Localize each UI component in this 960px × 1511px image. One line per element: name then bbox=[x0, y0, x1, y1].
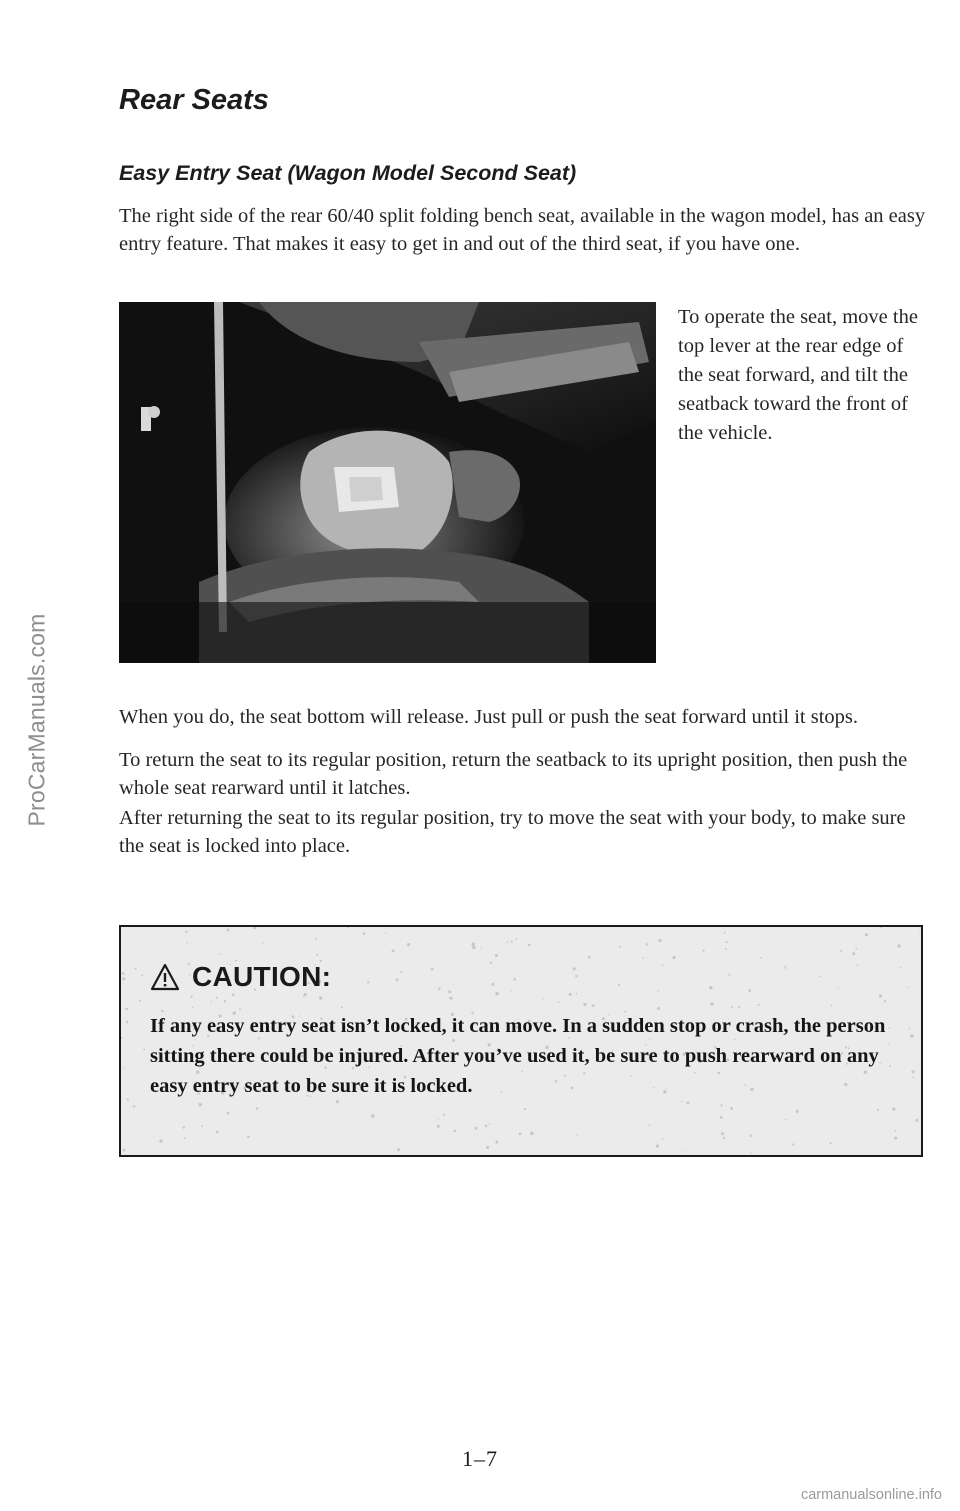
operate-instruction: To operate the seat, move the top lever at the rear edge of the seat forward, and tilt the seatback toward the front of the vehicle. bbox=[678, 306, 918, 444]
release-paragraph: When you do, the seat bottom will release. Just pull or push the seat forward until it stops. bbox=[119, 706, 859, 728]
check-paragraph: After returning the seat to its regular position, try to move the seat with your body, to make sure the seat is locked into place. bbox=[119, 807, 906, 857]
page-number: 1–7 bbox=[462, 1446, 498, 1471]
bottom-watermark: carmanualsonline.info bbox=[800, 1487, 942, 1503]
subsection-title: Easy Entry Seat (Wagon Model Second Seat) bbox=[119, 161, 577, 185]
side-watermark bbox=[12, 530, 62, 910]
warning-triangle-icon bbox=[150, 963, 180, 991]
seat-lever-photo-art bbox=[119, 302, 656, 663]
caution-box bbox=[119, 925, 923, 1157]
caution-heading bbox=[150, 961, 331, 993]
caution-label: CAUTION: bbox=[192, 961, 332, 992]
caution-text: If any easy entry seat isn’t locked, it can move. In a sudden stop or crash, the person sitting there could be injured. After you’ve used it, be sure to push rearward on any easy entry seat to be sure it is locked. bbox=[150, 1015, 886, 1097]
return-paragraph: To return the seat to its regular position, return the seatback to its upright position, then push the whole seat rearward until it latches. bbox=[119, 749, 908, 799]
seat-lever-photo bbox=[119, 302, 656, 663]
side-watermark-text: ProCarManuals.com bbox=[23, 613, 50, 827]
section-title: Rear Seats bbox=[119, 84, 269, 116]
intro-paragraph: The right side of the rear 60/40 split folding bench seat, available in the wagon model, has an easy entry feature. That makes it easy to get in and out of the third seat, if you have one. bbox=[119, 205, 926, 255]
